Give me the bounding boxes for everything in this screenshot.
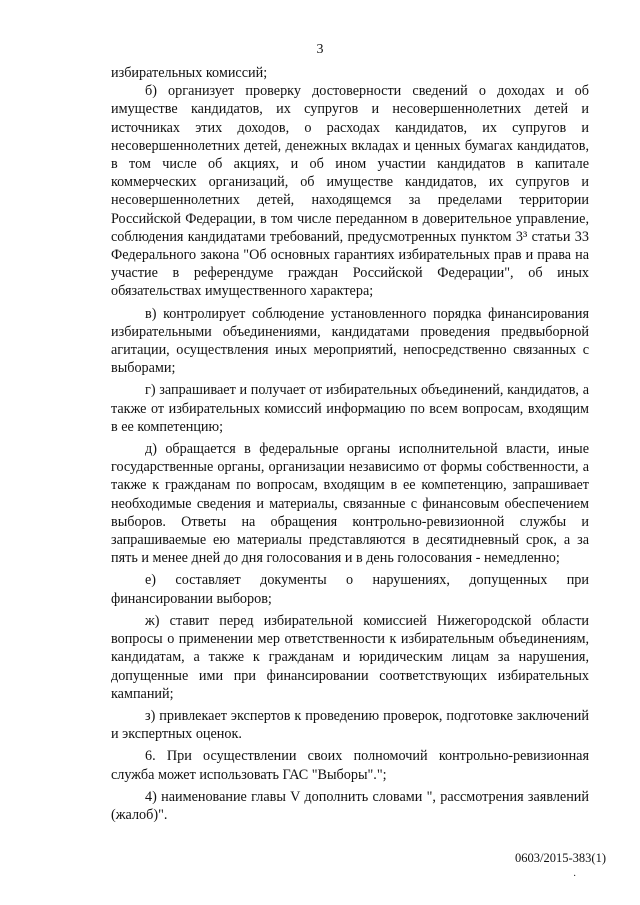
page-number: 3 — [316, 42, 324, 57]
paragraph-point-4: 4) наименование главы V дополнить словами ", рассмотрения заявлений (жалоб)". — [111, 788, 589, 823]
document-code: 0603/2015-383(1) — [515, 851, 606, 865]
paragraph-item-g: г) запрашивает и получает от избирательных объединений, кандидатов, а также от избирательных комиссий информацию по всем вопросам, входящим в ее компетенцию; — [111, 382, 589, 435]
paragraph-item-b: б) организует проверку достоверности сведений о доходах и об имуществе кандидатов, их супругов и несовершеннолетних детей и источниках этих доходов, о расходах кандидатов, их супругов и несовершеннолетних детей, денежных вкладах и ценных бумагах кандидатов, в том числе об акциях, и об ином участии кандидатов в капитале коммерческих организаций, об имуществе кандидатов, их супругов и несовершеннолетних детей, находящемся за пределами территории Российской Федерации, в том числе переданном в доверительное управление, соблюдения кандидатами требований, предусмотренных пунктом 3³ статьи 33 Федерального закона "Об основных гарантиях избирательных прав и права на участие в референдуме граждан Российской Федерации", об иных обязательствах имущественного характера; — [111, 83, 589, 300]
paragraph-item-zh: ж) ставит перед избирательной комиссией Нижегородской области вопросы о применении мер ответственности к избирательным объединениям, кандидатам, а также к гражданам и юридическим лицам за нарушения, допущенные ими при финансировании соответствующих избирательных кампаний; — [111, 612, 589, 702]
paragraph-item-e: е) составляет документы о нарушениях, допущенных при финансировании выборов; — [111, 572, 589, 607]
corner-mark: · — [573, 871, 577, 882]
paragraph-item-z: з) привлекает экспертов к проведению проверок, подготовке заключений и экспертных оценок. — [111, 707, 589, 743]
paragraph-continuation: избирательных комиссий; — [111, 65, 268, 81]
paragraph-item-v: в) контролирует соблюдение установленного порядка финансирования избирательными объединениями, кандидатами проведения предвыборной агитации, осуществления иных мероприятий, непосредственно связанных с выборами; — [111, 305, 589, 377]
paragraph-point-6: 6. При осуществлении своих полномочий контрольно-ревизионная служба может использовать ГАС "Выборы"."; — [111, 748, 589, 783]
document-body — [111, 64, 589, 824]
paragraph-item-d: д) обращается в федеральные органы исполнительной власти, иные государственные органы, организации независимо от формы собственности, а также к гражданам по вопросам, входящим в ее компетенцию, запрашивает необходимые сведения и материалы, связанные с финансовым обеспечением выборов. Ответы на обращения контрольно-ревизионной службы и запрашиваемые ею материалы представляются в десятидневный срок, а за пять и менее дней до дня голосования и в день голосования - немедленно; — [111, 441, 589, 567]
